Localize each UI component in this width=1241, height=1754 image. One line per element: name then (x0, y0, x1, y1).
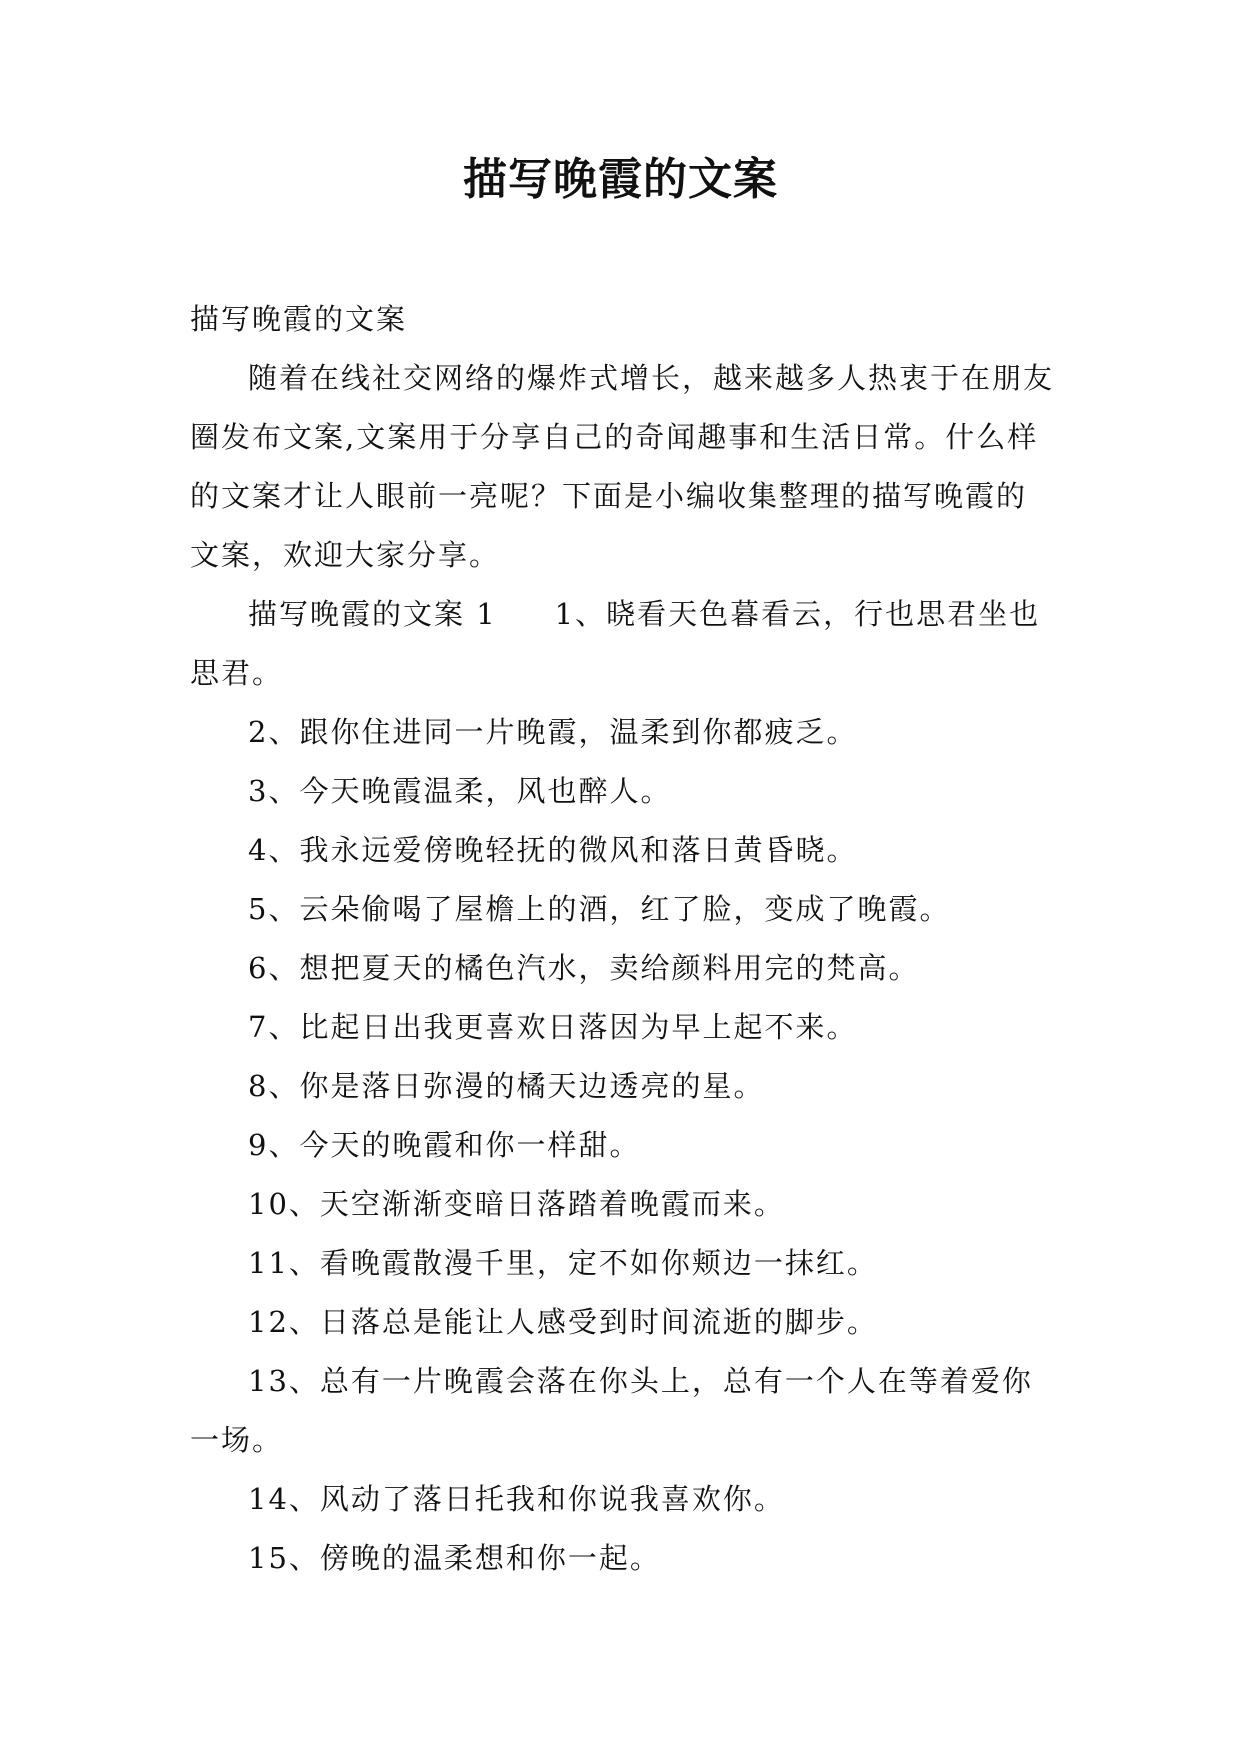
intro-paragraph: 随着在线社交网络的爆炸式增长，越来越多人热衷于在朋友圈发布文案,文案用于分享自己的奇闻趣事和生活日常。什么样的文案才让人眼前一亮呢？下面是小编收集整理的描写晚霞的文案，欢迎大家分享。 (190, 361, 1055, 572)
section-first-paragraph (190, 585, 1056, 703)
section-heading: 描写晚霞的文案 1 (248, 597, 497, 631)
list-item: 12、日落总是能让人感受到时间流逝的脚步。 (248, 1305, 878, 1339)
document-subtitle: 描写晚霞的文案 (190, 302, 408, 336)
list-item: 13、总有一片晚霞会落在你头上，总有一个人在等着爱你一场。 (190, 1364, 1033, 1457)
list-item: 11、看晚霞散漫千里，定不如你颊边一抹红。 (248, 1246, 878, 1280)
list-item: 3、今天晚霞温柔，风也醉人。 (248, 774, 672, 808)
list-item: 14、风动了落日托我和你说我喜欢你。 (248, 1482, 785, 1516)
list-item: 2、跟你住进同一片晚霞，温柔到你都疲乏。 (248, 715, 858, 749)
document-title: 描写晚霞的文案 (463, 154, 778, 205)
list-item: 5、云朵偷喝了屋檐上的酒，红了脸，变成了晚霞。 (248, 892, 951, 926)
list-item: 4、我永远爱傍晚轻抚的微风和落日黄昏晓。 (248, 833, 858, 867)
list-item: 15、傍晚的温柔想和你一起。 (248, 1541, 661, 1575)
list-item: 8、你是落日弥漫的橘天边透亮的星。 (248, 1069, 765, 1103)
list-item: 1、晓看天色暮看云，行也思君坐也思君。 (190, 597, 1041, 690)
document-body (190, 290, 1056, 1588)
list-item: 10、天空渐渐变暗日落踏着晚霞而来。 (248, 1187, 785, 1221)
list-item: 6、想把夏天的橘色汽水，卖给颜料用完的梵高。 (248, 951, 920, 985)
list-item: 7、比起日出我更喜欢日落因为早上起不来。 (248, 1010, 858, 1044)
list-item: 9、今天的晚霞和你一样甜。 (248, 1128, 641, 1162)
